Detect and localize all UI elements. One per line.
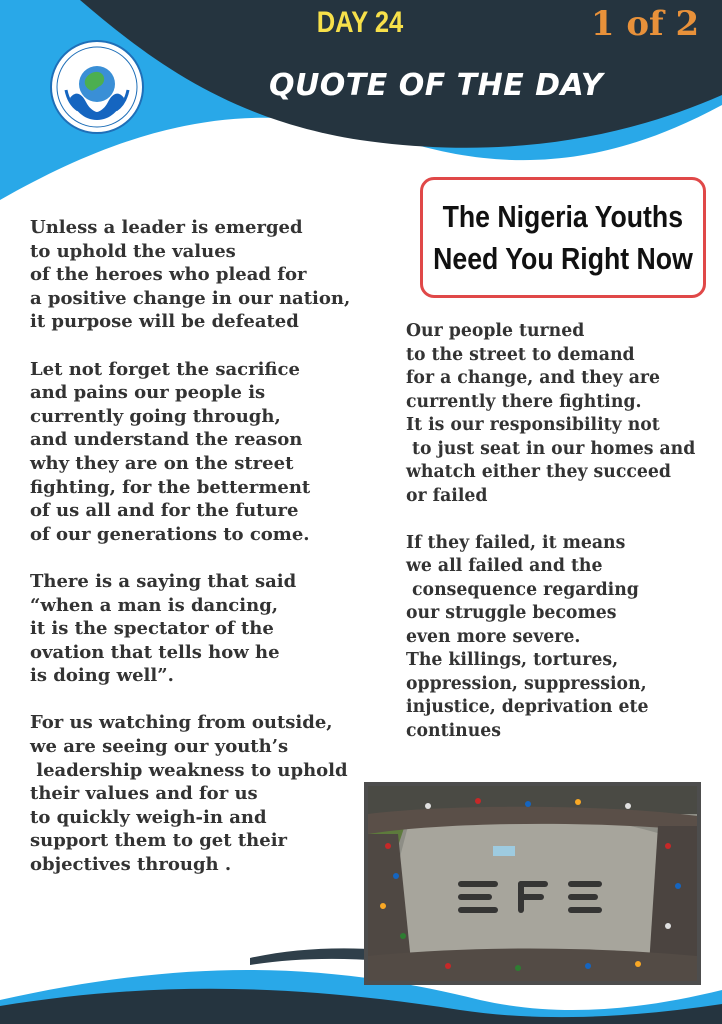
paragraph: [30, 570, 375, 688]
foundation-logo: [50, 40, 144, 134]
day-label: DAY 24: [316, 6, 404, 39]
protest-crowd-photo: [364, 782, 701, 985]
text-line: Unless a leader is emerged: [30, 217, 303, 238]
text-line: It is our responsibility not: [406, 415, 660, 435]
headline-line: Need You Right Now: [433, 240, 693, 276]
text-line: “when a man is dancing,: [30, 594, 279, 616]
text-line: There is a saying that said: [30, 570, 297, 592]
text-line: whatch either they succeed: [406, 462, 671, 482]
text-line: consequence regarding: [406, 579, 639, 600]
text-line: continues: [406, 720, 502, 741]
text-line: or failed: [406, 485, 488, 506]
text-line: leadership weakness to uphold: [30, 759, 348, 781]
text-line: The killings, tortures,: [406, 650, 619, 670]
headline-line: The Nigeria Youths: [442, 198, 684, 234]
paragraph: [30, 216, 375, 334]
text-line: of us all and for the future: [30, 500, 299, 522]
text-line: a positive change in our nation,: [30, 287, 351, 309]
headline-box: [420, 177, 706, 298]
text-line: support them to get their: [30, 830, 288, 852]
text-line: currently going through,: [30, 405, 281, 427]
text-line: to just seat in our homes and: [406, 438, 696, 459]
text-line: and pains our people is: [30, 382, 266, 404]
text-line: oppression, suppression,: [406, 673, 647, 694]
paragraph: [30, 358, 375, 547]
paragraph: [30, 711, 375, 876]
text-line: to uphold the values: [30, 240, 236, 262]
text-line: to the street to demand: [406, 344, 635, 365]
text-line: objectives through .: [30, 854, 232, 876]
text-line: fighting, for the betterment: [30, 476, 311, 498]
page-indicator: 1 of 2: [590, 4, 700, 44]
text-line: and understand the reason: [30, 429, 303, 451]
right-column-text: [406, 320, 706, 767]
text-line: we all failed and the: [406, 556, 603, 576]
paragraph: [406, 320, 706, 508]
text-line: our struggle becomes: [406, 603, 617, 623]
text-line: even more severe.: [406, 626, 581, 647]
text-line: we are seeing our youth’s: [30, 736, 289, 758]
text-line: is doing well”.: [30, 665, 174, 687]
left-column-text: [30, 216, 375, 900]
paragraph: [406, 532, 706, 744]
text-line: why they are on the street: [30, 452, 294, 474]
text-line: it purpose will be defeated: [30, 311, 299, 333]
text-line: For us watching from outside,: [30, 712, 333, 734]
text-line: to quickly weigh-in and: [30, 806, 267, 828]
text-line: Our people turned: [406, 321, 585, 341]
text-line: of our generations to come.: [30, 523, 310, 545]
page-title: QUOTE OF THE DAY: [268, 68, 604, 103]
text-line: currently there fighting.: [406, 391, 642, 412]
text-line: their values and for us: [30, 783, 258, 805]
text-line: Let not forget the sacrifice: [30, 358, 300, 380]
text-line: of the heroes who plead for: [30, 264, 307, 286]
text-line: If they failed, it means: [406, 532, 626, 553]
photo-illustration: [368, 786, 697, 981]
text-line: ovation that tells how he: [30, 641, 280, 663]
text-line: for a change, and they are: [406, 368, 661, 388]
text-line: it is the spectator of the: [30, 618, 274, 640]
text-line: injustice, deprivation ete: [406, 697, 649, 717]
